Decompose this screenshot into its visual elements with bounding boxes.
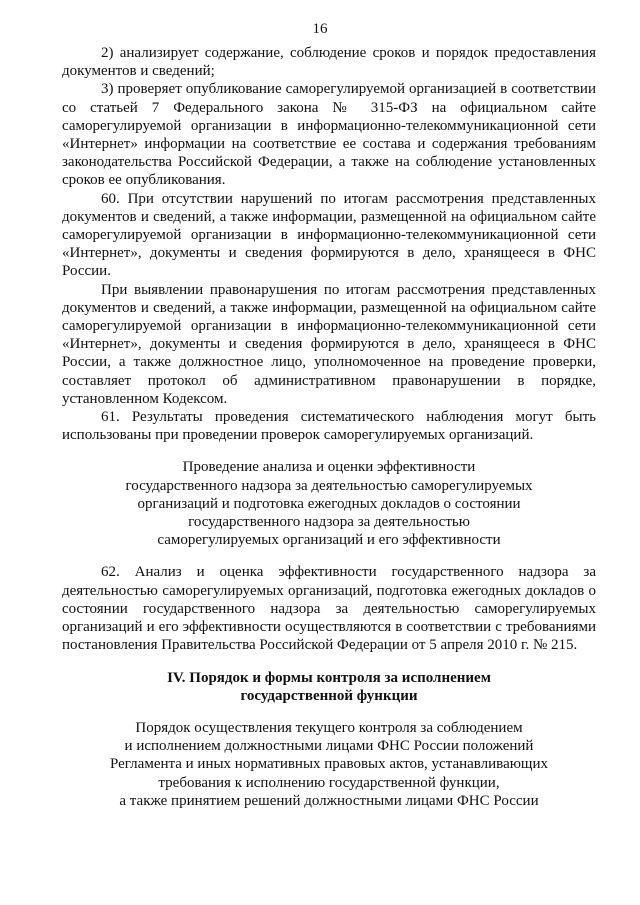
section-heading-line: государственной функции — [240, 687, 418, 704]
paragraph-62: 62. Анализ и оценка эффективности государственного надзора за деятельностью саморегулируемых организаций, подготовка ежегодных докладов о состоянии государственного надзора за деятельностью саморегулируемых организаций и его эффективности осуществляются в соответствии с требованиями постановления Правительства Российской Федерации от 5 апреля 2010 г. № 215. — [62, 564, 596, 654]
document-body — [62, 44, 596, 810]
paragraph-61: 61. Результаты проведения систематического наблюдения могут быть использованы при проведении проверок саморегулируемых организаций. — [62, 409, 596, 444]
subheading-line: Регламента и иных нормативных правовых актов, устанавливающих — [109, 756, 549, 773]
subheading-line: и исполнением должностными лицами ФНС России положений — [124, 738, 534, 755]
subheading-line: саморегулируемых организаций и его эффективности — [157, 532, 501, 549]
subheading-line: организаций и подготовка ежегодных докладов о состоянии — [137, 495, 521, 512]
paragraph-60: 60. При отсутствии нарушений по итогам рассмотрения представленных документов и сведений, а также информации, размещенной на официальном сайте саморегулируемой организации в информационно-телекоммуникационной сети «Интернет», документы и сведения формируются в дело, хранящееся в ФНС России. — [62, 190, 596, 280]
subheading-line: Проведение анализа и оценки эффективности — [182, 459, 476, 476]
subheading-line: государственного надзора за деятельностью саморегулируемых — [125, 477, 533, 494]
section-heading-line: IV. Порядок и формы контроля за исполнением — [167, 669, 491, 686]
subheading-line: Порядок осуществления текущего контроля за соблюдением — [135, 719, 523, 736]
section-heading — [62, 669, 596, 705]
paragraph-item-3: 3) проверяет опубликование саморегулируемой организацией в соответствии со статьей 7 Федерального закона № 315-ФЗ на официальном сайте саморегулируемой организации в информационно-телекоммуникационной сети «Интернет» информации на соответствие ее состава и содержания требованиям законодательства Российской Федерации, а также на соблюдение установленных сроков ее опубликования. — [62, 81, 596, 189]
page-number: 16 — [312, 21, 328, 37]
subheading-line: требования к исполнению государственной функции, — [158, 774, 500, 791]
subheading-line: государственного надзора за деятельностью — [188, 514, 470, 531]
subheading-analysis — [62, 458, 596, 549]
paragraph-item-2: 2) анализирует содержание, соблюдение сроков и порядок предоставления документов и сведений; — [62, 45, 596, 80]
subheading-control — [62, 719, 596, 810]
subheading-line: а также принятием решений должностными лицами ФНС России — [119, 792, 539, 809]
paragraph-violation: При выявлении правонарушения по итогам рассмотрения представленных документов и сведений, а также информации, размещенной на официальном сайте саморегулируемой организации в информационно-телекоммуникационной сети «Интернет», документы и сведения формируются в дело, хранящееся в ФНС России, а также должностное лицо, уполномоченное на проведение проверки, составляет протокол об административном правонарушении в порядке, установленном Кодексом. — [62, 281, 596, 407]
